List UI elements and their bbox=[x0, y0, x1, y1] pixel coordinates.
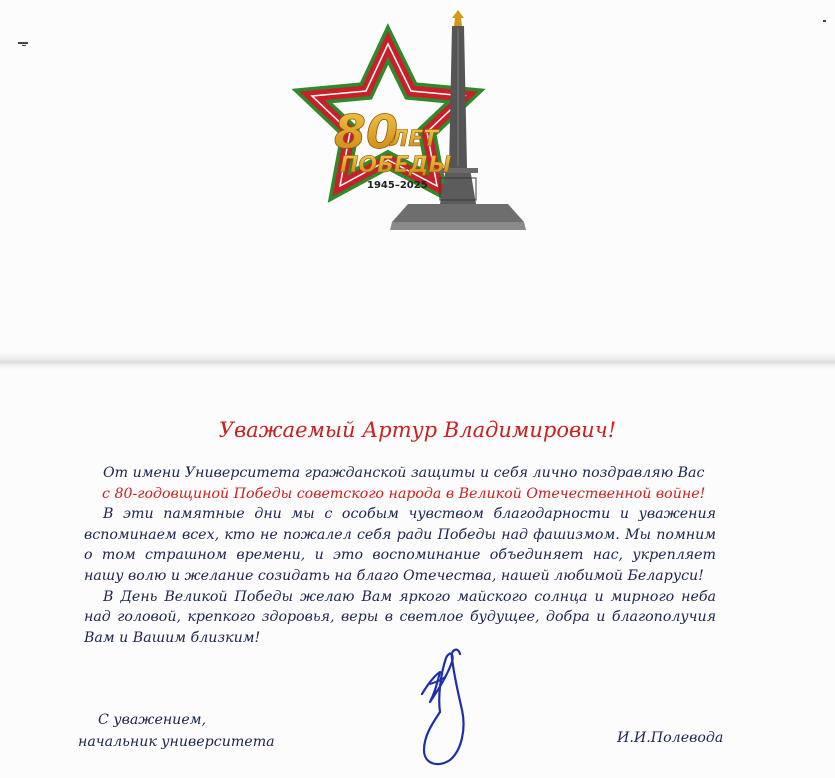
closing-block bbox=[78, 709, 275, 753]
salutation: Уважаемый Артур Владимирович! bbox=[218, 418, 617, 442]
paper-speck bbox=[18, 42, 28, 44]
emblem-number-80: 80 bbox=[334, 105, 399, 159]
paper-fold bbox=[0, 352, 835, 370]
closing-position: начальник университета bbox=[78, 734, 275, 750]
wishes-paragraph: В День Великой Победы желаю Вам яркого майского солнца и мирного неба над головой, крепкого здоровья, веры в светлое будущее, добра и благополучия Вам и Вашим близким! bbox=[84, 588, 716, 646]
victory-monument bbox=[390, 10, 526, 230]
emblem-years: 1945–2025 bbox=[367, 180, 428, 191]
emblem-word-pobedy: ПОБЕДЫ bbox=[340, 153, 452, 178]
memory-paragraph: В эти памятные дни мы с особым чувством благодарности и уважения вспоминаем всех, кто не пожалел себя ради Победы над фашизмом. Мы помним о том страшном времени, и это воспоминание объединяет нас, укрепляет нашу волю и желание созидать на благо Отечества, нашей любимой Беларуси! bbox=[84, 506, 716, 584]
letter-body bbox=[84, 463, 716, 648]
occasion-line: с 80-годовщиной Победы советского народа в Великой Отечественной войне! bbox=[102, 485, 706, 502]
paper-speck bbox=[22, 45, 26, 46]
signer-name: И.И.Полевода bbox=[617, 730, 724, 746]
intro-line: От имени Университета гражданской защиты и себя лично поздравляю Вас bbox=[103, 465, 705, 481]
closing-regards: С уважением, bbox=[98, 712, 206, 728]
victory-80-emblem bbox=[290, 8, 530, 240]
handwritten-signature bbox=[400, 632, 490, 772]
emblem-word-let: ЛЕТ bbox=[390, 127, 439, 152]
paper-speck bbox=[823, 20, 826, 22]
